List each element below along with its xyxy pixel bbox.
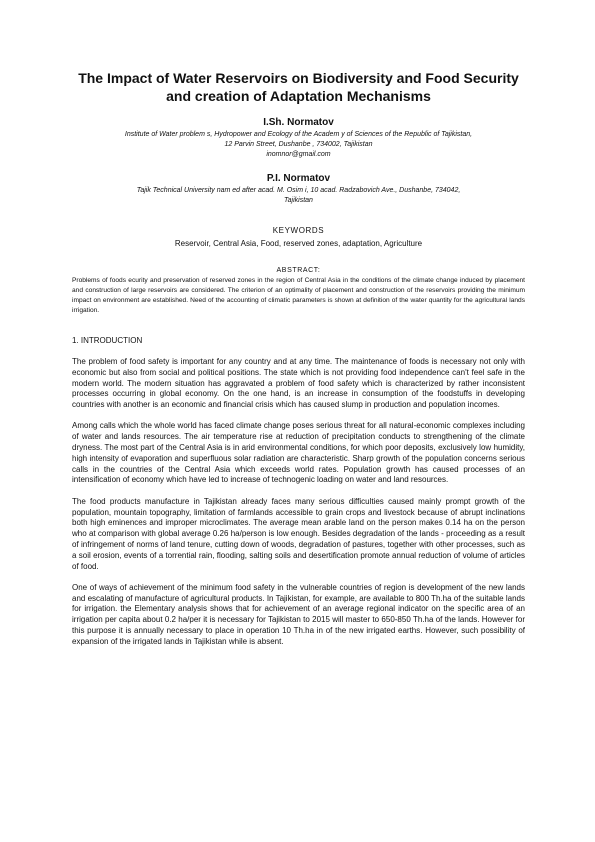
affiliation-line: Tajikistan	[284, 197, 313, 204]
affiliation-line: Institute of Water problem s, Hydropower and Ecology of the Academ y of Sciences of the Republic of Tajikistan,	[124, 131, 473, 138]
title-line-1: The Impact of Water Reservoirs on Biodiversity and Food Security	[78, 70, 519, 86]
author-email: inomnor@gmail.com	[266, 151, 331, 158]
paper-title	[72, 70, 525, 105]
abstract-text: Problems of foods ecurity and preservation of reserved zones in the region of Central Asia in the conditions of the climate change induced by placement and construction of large reservoirs are considered. The criterion of an optimality of placement and construction of the reservoirs providing the minimum impact on environment are established. Need of the accounting of climatic parameters is shown at definition of the water quantity for the agricultural lands irrigation.	[72, 277, 525, 314]
section-heading: 1. INTRODUCTION	[72, 336, 143, 345]
author-name: I.Sh. Normatov	[263, 117, 334, 128]
abstract-heading: ABSTRACT:	[276, 267, 321, 274]
affiliation-line: 12 Parvin Street, Dushanbe , 734002, Tajikistan	[224, 141, 373, 148]
body-paragraph: The food products manufacture in Tajikistan already faces many serious difficulties caused mainly prompt growth of the population, mountain topography, limitation of farmlands accessible to grain crops and livestock because of abrupt inclinations both high eminences and improper microclimates. The average mean arable land on the person makes 0.14 ha on the person who at comparison with global average 0.26 ha/person is low enough. Besides degradation of the lands - proceeding as a result of infringement of norms of land tenure, cutting down of woods, degradation of pastures, together with other processes, such as a soil erosion, events of a torrential rain, flooding, salting soils and desertification promote annual reduction of volume of articles of food.	[72, 496, 525, 571]
keywords-text: Reservoir, Central Asia, Food, reserved zones, adaptation, Agriculture	[174, 239, 423, 248]
keywords-heading: KEYWORDS	[272, 226, 325, 235]
author-block-1	[72, 117, 525, 160]
author-affiliation	[72, 130, 525, 160]
title-line-2: and creation of Adaptation Mechanisms	[166, 87, 431, 104]
body-paragraph: The problem of food safety is important for any country and at any time. The maintenance of foods is necessary not only with economic but also from social and political positions. The state which is not providing food independence can't feel safe in the modern world. The modern situation has aggravated a problem of food safety which is characterized by rather inconsistent processes occurring in global economy. On the one hand, is an increase in consumption of the foodstuffs in developing countries with another is an economic and financial crisis which has caused slump in production and population incomes.	[72, 357, 525, 410]
author-affiliation	[72, 186, 525, 206]
body-paragraph: Among calls which the whole world has faced climate change poses serious threat for all natural-economic complexes including of water and lands resources. The air temperature rise at reduction of precipitation conducts to strengthening of the climate dryness. The most part of the Central Asia is in arid environmental conditions, for which poor deposits, exclusively low humidity, high intensity of evaporation and superfluous solar radiation are characteristic. Sharp growth of the population concerns serious calls in the countries of the Central Asia which exceeds world rates. Population growth has caused processes of an intensification of economy which have led to increase of technogenic loading on water and land resources.	[72, 421, 525, 485]
affiliation-line: Tajik Technical University nam ed after acad. M. Osim i, 10 acad. Radzabovich Ave., Dushanbe, 734042,	[136, 187, 461, 194]
paper-page	[72, 70, 525, 658]
author-block-2	[72, 173, 525, 206]
body-paragraph: One of ways of achievement of the minimum food safety in the vulnerable countries of region is development of the new lands and escalating of manufacture of agricultural products. In Tajikistan, for example, are available to 800 Th.ha of the suitable lands for irrigation. the Elementary analysis shows that for achievement of an average regional indicator on the specific area of an irrigation per capita about 0.2 ha/per it is necessary for Tajikistan to 2015 will master to 650-850 Th.ha of the lands. However for this purpose it is annually necessary to place in operation 10 Th.ha in of the new irrigated earths. However, such possibility of expansion of the irrigated lands in Tajikistan while is absent.	[72, 582, 525, 646]
author-name: P.I. Normatov	[266, 173, 331, 184]
